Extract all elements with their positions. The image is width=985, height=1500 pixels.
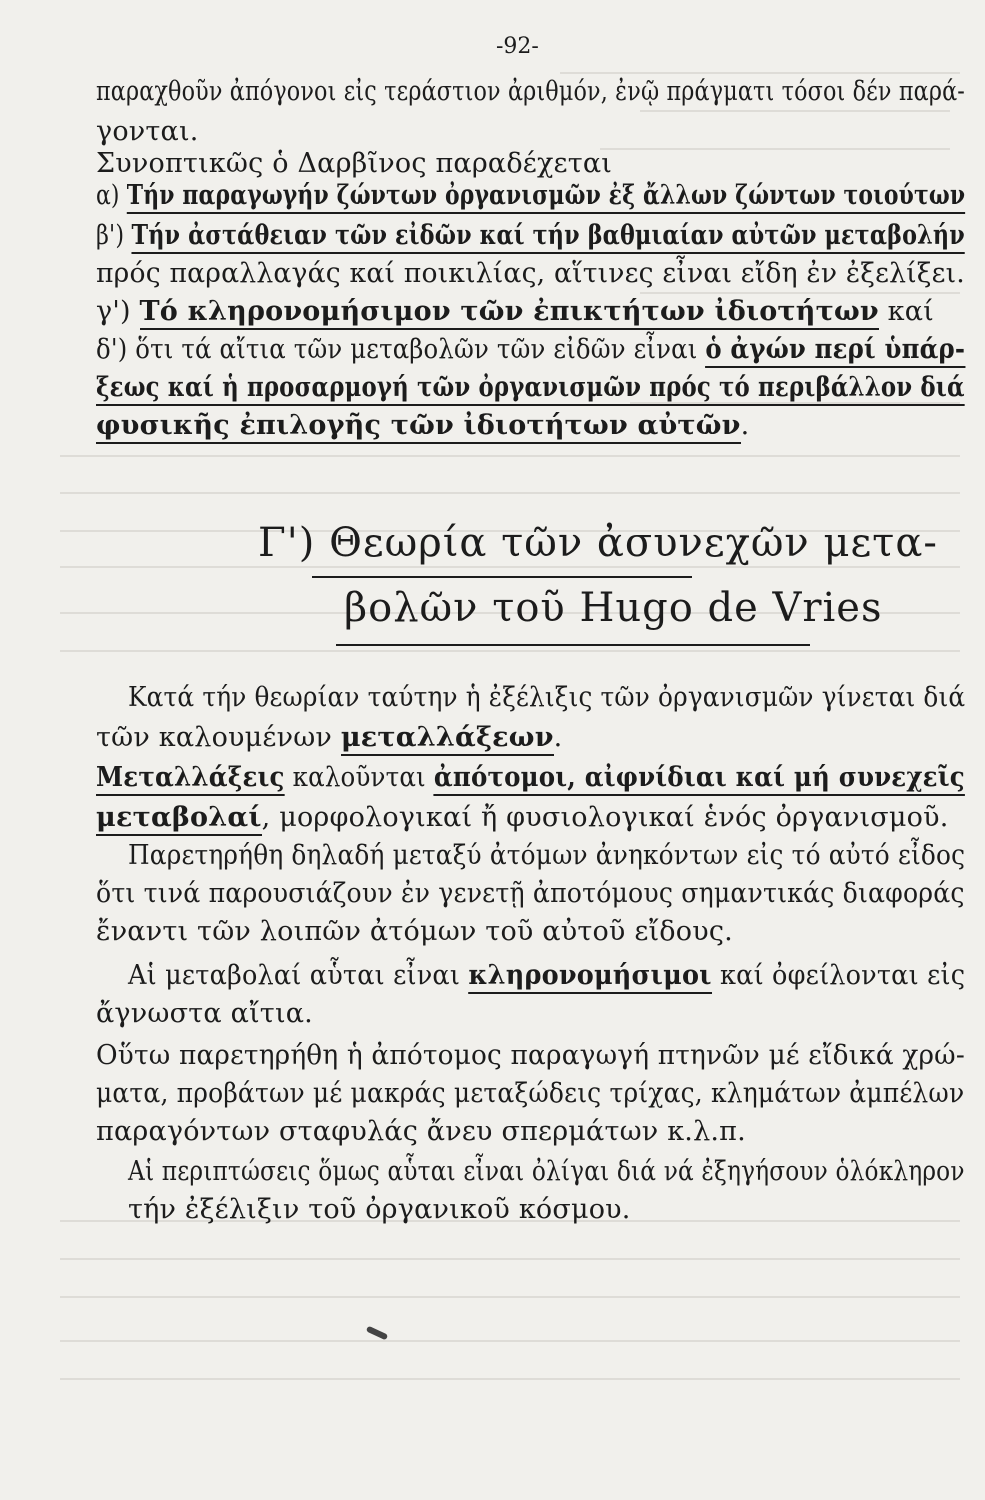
para-5-line-3: παραγόντων σταφυλάς ἄνευ σπερμάτων κ.λ.π. — [96, 1116, 746, 1147]
para-5-line-1: Οὕτω παρετηρήθη ἡ ἀπότομος παραγωγή πτηνῶν μέ εἴδικά χρώ- — [96, 1040, 965, 1071]
point-a — [96, 180, 965, 211]
para-2-rest: , μορφολογικαί ἤ φυσιολογικαί ἑνός ὀργανισμοῦ. — [261, 802, 949, 833]
point-c-text: Τό κληρονομήσιμον τῶν ἐπικτήτων ἰδιοτήτων — [140, 296, 879, 330]
point-d-continuation-1 — [96, 372, 965, 403]
section-heading-line-2: βολῶν τοῦ Hugo de Vries — [344, 585, 883, 631]
para-3-line-3: ἔναντι τῶν λοιπῶν ἀτόμων τοῦ αὐτοῦ εἴδους. — [96, 916, 733, 947]
para-1-term: μεταλλάξεων — [341, 722, 554, 756]
point-b-text: Τήν ἀστάθειαν τῶν εἰδῶν καί τήν βαθμιαίαν αὐτῶν μεταβολήν — [131, 220, 964, 254]
point-a-label: α) — [96, 180, 120, 211]
point-d-cont-1-text: ξεως καί ἡ προσαρμογή τῶν ὀργανισμῶν πρός τό περιβάλλον διά — [96, 372, 965, 406]
intro-line-3: Συνοπτικῶς ὁ Δαρβῖνος παραδέχεται — [96, 148, 613, 179]
para-6-line-1: Αἱ περιπτώσεις ὅμως αὗται εἶναι ὀλίγαι διά νά ἐξηγήσουν ὁλόκληρον — [128, 1156, 965, 1187]
point-b-label: β') — [96, 220, 125, 251]
point-d — [96, 334, 965, 365]
heading-underline-1 — [312, 576, 692, 578]
intro-line-1: παραχθοῦν ἀπόγονοι εἰς τεράστιον ἀριθμόν, ἐνῷ πράγματι τόσοι δέν παρά- — [96, 76, 965, 107]
point-b — [96, 220, 965, 251]
heading-underline-2 — [336, 644, 810, 646]
para-2-term: Μεταλλάξεις — [96, 762, 285, 796]
point-d-end: . — [740, 410, 750, 441]
para-3-line-1: Παρετηρήθη δηλαδή μεταξύ ἀτόμων ἀνηκόντων εἰς τό αὐτό εἶδος — [128, 840, 966, 871]
point-d-cont-2-text: φυσικῆς ἐπιλογῆς τῶν ἰδιοτήτων αὐτῶν — [96, 410, 741, 444]
para-2-definition: ἀπότομοι, αἰφνίδιαι καί μή συνεχεῖς — [434, 762, 965, 796]
point-d-underlined: ὁ ἀγών περί ὑπάρ- — [705, 334, 965, 368]
para-2-line-2 — [96, 802, 949, 833]
para-3-line-2: ὅτι τινά παρουσιάζουν ἐν γενετῇ ἀποτόμους σημαντικάς διαφοράς — [96, 878, 965, 909]
para-6-line-2: τήν ἐξέλιξιν τοῦ ὀργανικοῦ κόσμου. — [128, 1194, 631, 1225]
para-2-term-2: μεταβολαί — [96, 802, 262, 836]
point-c — [96, 296, 934, 327]
para-2-line-1 — [96, 762, 965, 793]
para-4-post: καί ὀφείλονται εἰς — [720, 960, 966, 991]
para-2-mid: καλοῦνται — [292, 762, 426, 793]
para-1-line-2-pre: τῶν καλουμένων — [96, 722, 333, 753]
intro-line-2: γονται. — [96, 116, 199, 147]
ink-mark — [366, 1326, 388, 1341]
point-c-tail: καί — [887, 296, 934, 327]
point-d-text: ὅτι τά αἴτια τῶν μεταβολῶν τῶν εἰδῶν εἶναι — [135, 334, 698, 365]
point-b-continuation: πρός παραλλαγάς καί ποικιλίας, αἵτινες εἶναι εἴδη ἐν ἐξελίξει. — [96, 258, 965, 289]
para-4-term: κληρονομήσιμοι — [468, 960, 711, 994]
section-heading-line-1: Γ') Θεωρία τῶν ἀσυνεχῶν μετα- — [258, 520, 938, 566]
para-1-end: . — [553, 722, 563, 753]
para-1-line-2 — [96, 722, 562, 753]
point-d-continuation-2 — [96, 410, 749, 441]
point-a-text: Τήν παραγωγήν ζώντων ὀργανισμῶν ἐξ ἄλλων ζώντων τοιούτων — [127, 180, 965, 214]
para-5-line-2: ματα, προβάτων μέ μακράς μεταξώδεις τρίχας, κλημάτων ἀμπέλων — [96, 1078, 965, 1109]
para-1-line-1: Κατά τήν θεωρίαν ταύτην ἡ ἐξέλιξις τῶν ὀργανισμῶν γίνεται διά — [128, 682, 966, 713]
page-number: -92- — [496, 34, 539, 59]
point-d-label: δ') — [96, 334, 128, 365]
para-4-line-2: ἄγνωστα αἴτια. — [96, 998, 313, 1029]
para-4-line-1 — [128, 960, 965, 991]
para-4-pre: Αἱ μεταβολαί αὗται εἶναι — [128, 960, 461, 991]
point-c-label: γ') — [96, 296, 131, 327]
